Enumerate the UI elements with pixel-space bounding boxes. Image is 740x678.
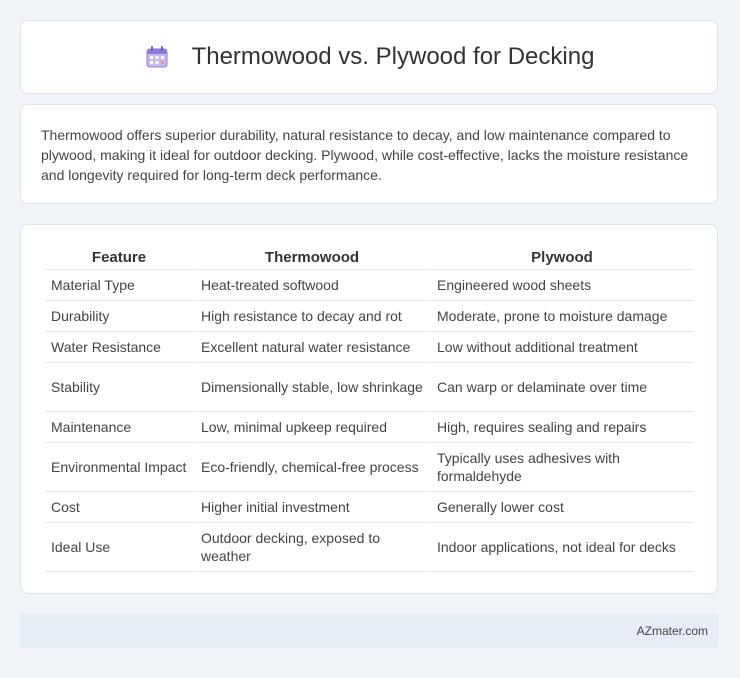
footer	[20, 614, 718, 648]
table-row	[45, 443, 693, 492]
footer-brand-link[interactable]: AZmater.com	[636, 624, 708, 638]
table-cell: Environmental Impact	[45, 443, 193, 492]
table-cell: Stability	[45, 363, 193, 412]
table-cell: Ideal Use	[45, 523, 193, 572]
table-cell: Engineered wood sheets	[431, 270, 693, 301]
calendar-icon	[144, 44, 170, 70]
table-cell: Cost	[45, 492, 193, 523]
table-cell: Moderate, prone to moisture damage	[431, 301, 693, 332]
table-cell: Indoor applications, not ideal for decks	[431, 523, 693, 572]
table-row	[45, 301, 693, 332]
table-row	[45, 332, 693, 363]
table-cell: Material Type	[45, 270, 193, 301]
comparison-table	[43, 245, 695, 572]
table-cell: Heat-treated softwood	[195, 270, 429, 301]
table-header-row	[45, 245, 693, 270]
table-cell: Dimensionally stable, low shrinkage	[195, 363, 429, 412]
table-cell: Excellent natural water resistance	[195, 332, 429, 363]
table-cell: Generally lower cost	[431, 492, 693, 523]
table-row	[45, 523, 693, 572]
table-cell: Durability	[45, 301, 193, 332]
summary-text: Thermowood offers superior durability, natural resistance to decay, and low maintenance compared to plywood, making it ideal for outdoor decking. Plywood, while cost-effective, lacks the moisture resistance and longevity required for long-term deck performance.	[41, 127, 689, 183]
title-card	[20, 20, 718, 94]
column-header-plywood: Plywood	[431, 245, 693, 270]
column-header-thermowood: Thermowood	[195, 245, 429, 270]
table-cell: Eco-friendly, chemical-free process	[195, 443, 429, 492]
table-cell: High resistance to decay and rot	[195, 301, 429, 332]
comparison-card	[20, 224, 718, 594]
summary-card	[20, 104, 718, 204]
table-cell: Low without additional treatment	[431, 332, 693, 363]
table-cell: High, requires sealing and repairs	[431, 412, 693, 443]
table-row	[45, 363, 693, 412]
table-cell: Can warp or delaminate over time	[431, 363, 693, 412]
table-cell: Maintenance	[45, 412, 193, 443]
table-cell: Outdoor decking, exposed to weather	[195, 523, 429, 572]
table-row	[45, 492, 693, 523]
table-row	[45, 412, 693, 443]
column-header-feature: Feature	[45, 245, 193, 270]
table-row	[45, 270, 693, 301]
table-cell: Water Resistance	[45, 332, 193, 363]
table-cell: Typically uses adhesives with formaldehyde	[431, 443, 693, 492]
page-title: Thermowood vs. Plywood for Decking	[191, 43, 595, 70]
table-cell: Higher initial investment	[195, 492, 429, 523]
table-cell: Low, minimal upkeep required	[195, 412, 429, 443]
